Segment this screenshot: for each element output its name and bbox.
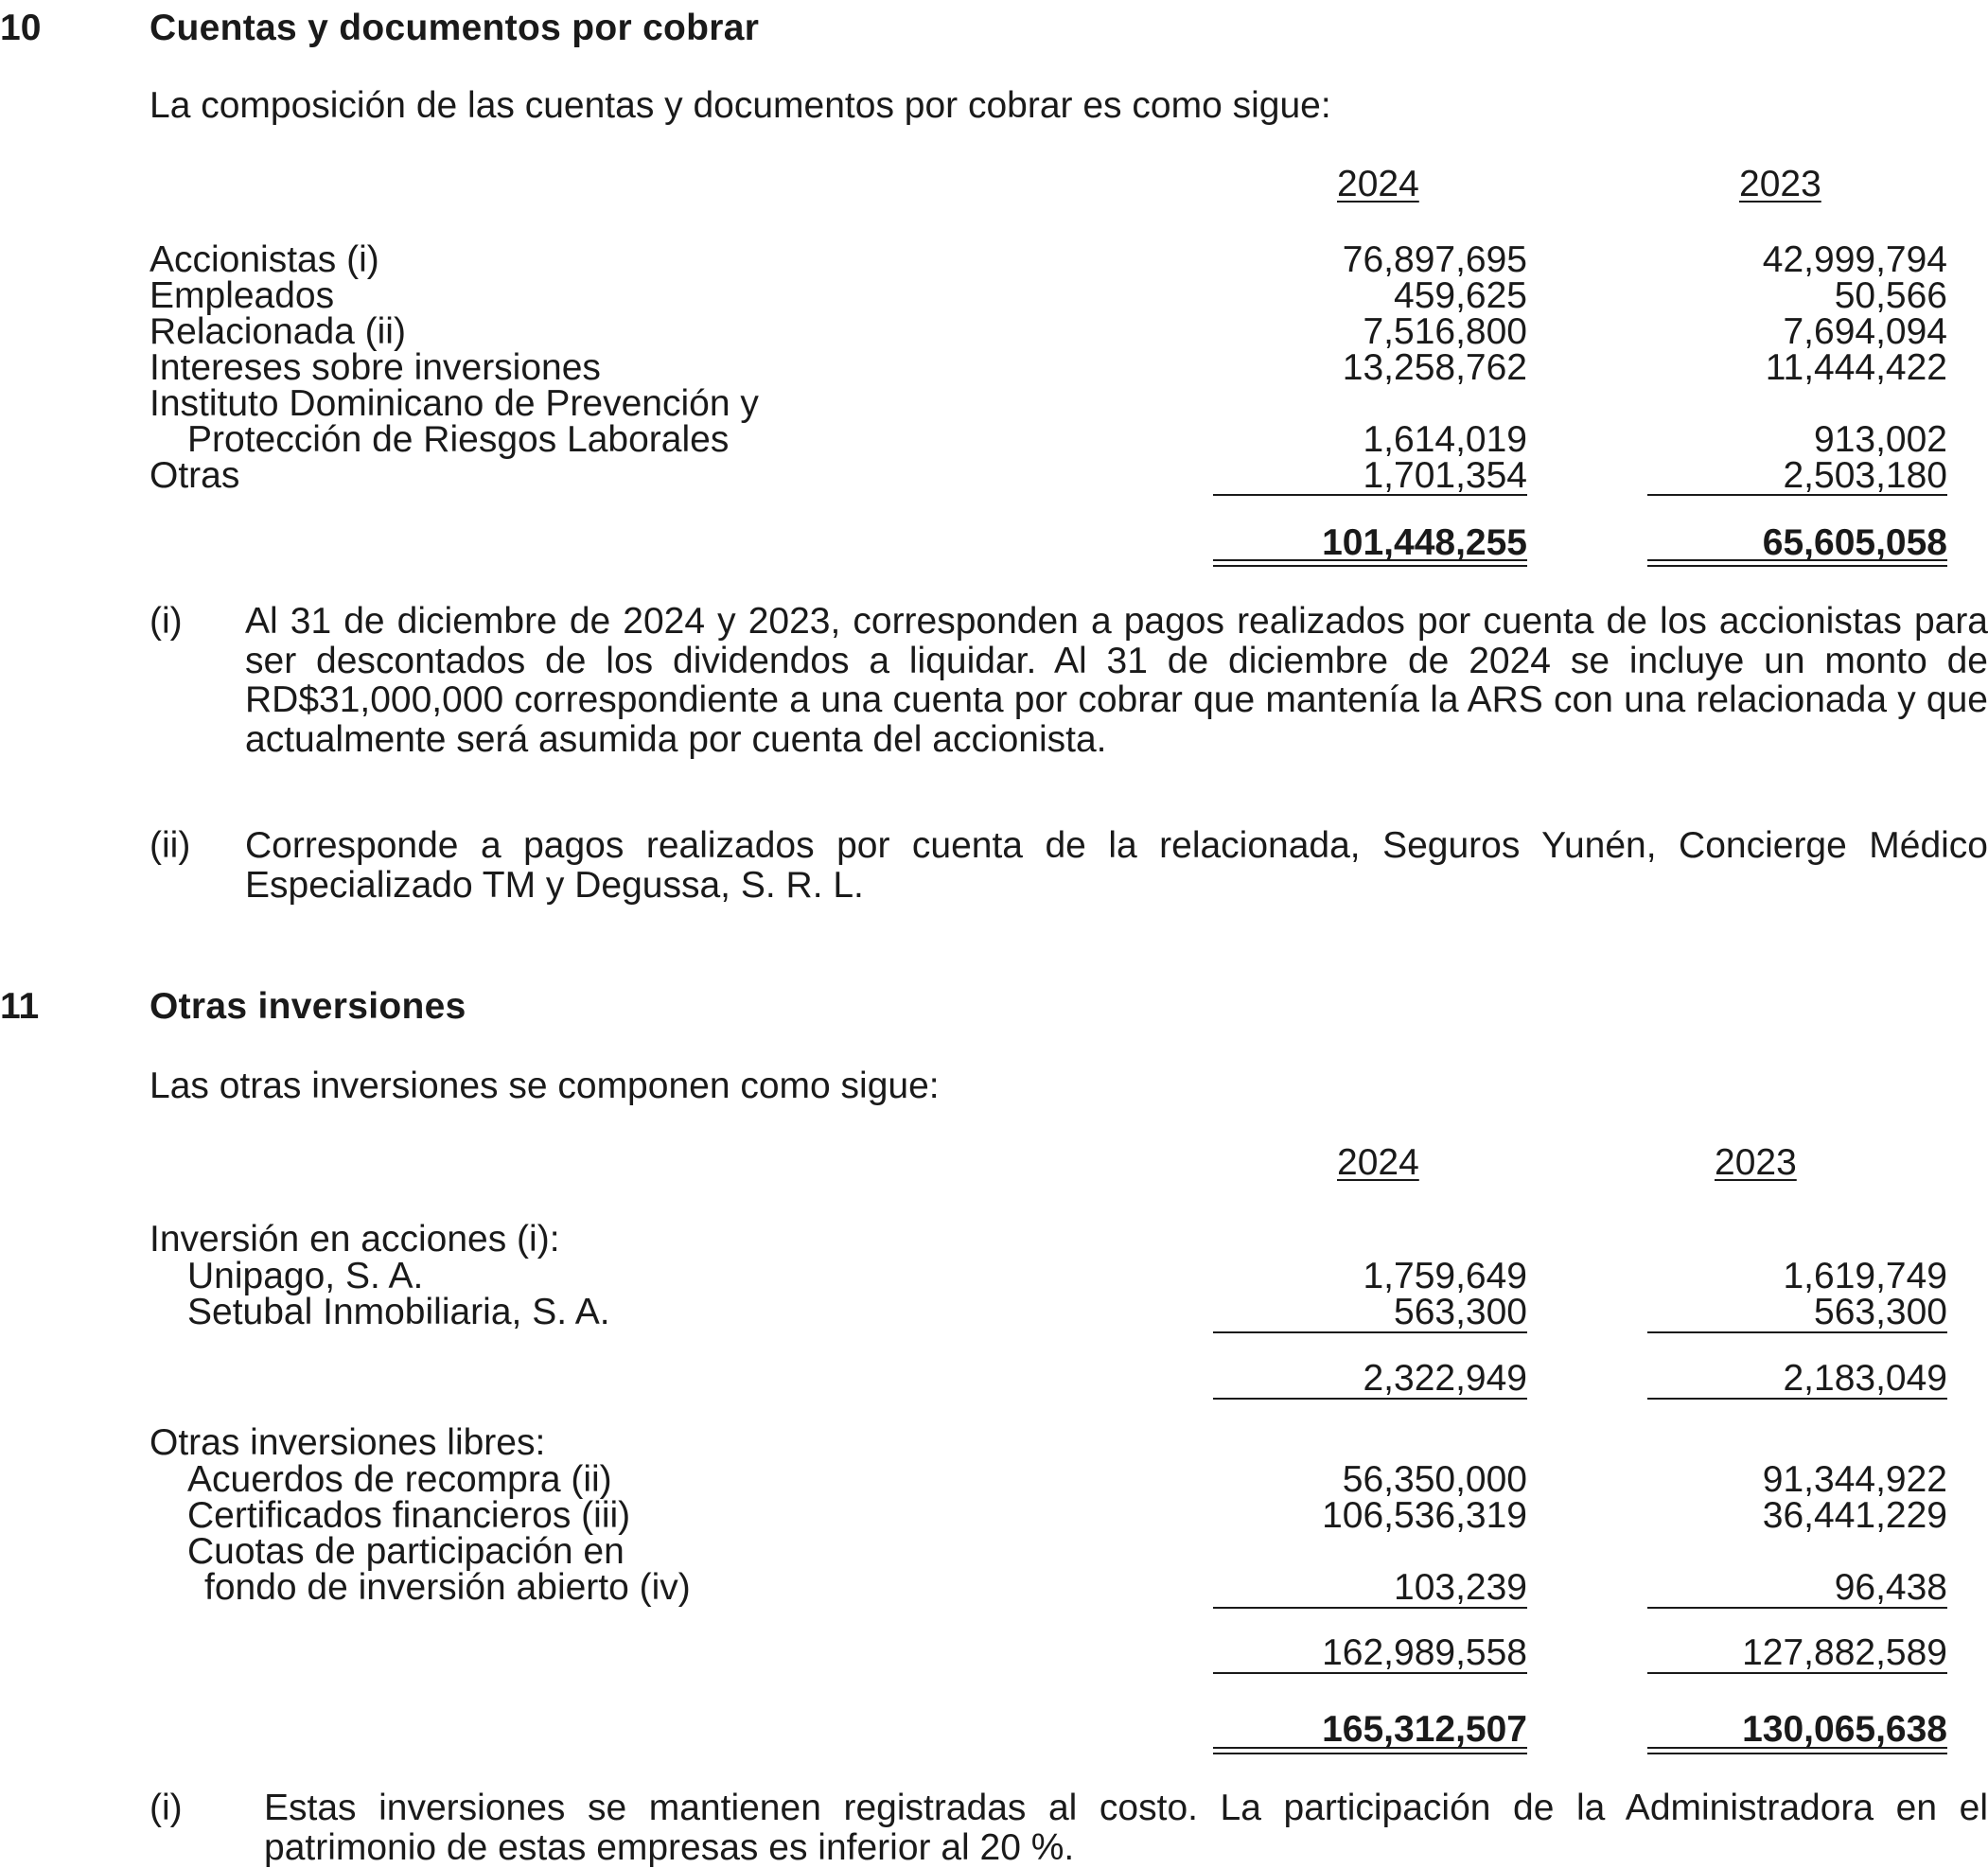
row-label: Relacionada (ii) xyxy=(150,311,406,352)
row-label: Setubal Inmobiliaria, S. A. xyxy=(187,1292,610,1332)
table-row xyxy=(0,1459,1988,1500)
table-row xyxy=(0,383,1988,424)
value-2024: 56,350,000 xyxy=(1342,1459,1527,1500)
value-2023: 1,619,749 xyxy=(1783,1256,1947,1296)
value-2024: 1,759,649 xyxy=(1363,1256,1527,1296)
value-2024: 563,300 xyxy=(1394,1292,1527,1332)
subtotal-rule xyxy=(1213,1672,1527,1674)
table-row xyxy=(0,1292,1988,1332)
subtotal-row xyxy=(0,1358,1988,1399)
table-row xyxy=(0,1531,1988,1572)
row-label: Acuerdos de recompra (ii) xyxy=(187,1459,612,1500)
subtotal-rule xyxy=(1647,1331,1947,1333)
footnote-text: Al 31 de diciembre de 2024 y 2023, corresponden a pagos realizados por cuenta de los accionistas para ser descontados de los dividendos a liquidar. Al 31 de diciembre de 2024 se incluye un monto de RD$31,000,000 correspondiente a una cuenta por cobrar que mantenía la ARS con una relacionada y que actualmente será asumida por cuenta del accionista. xyxy=(245,601,1988,760)
value-2023: 50,566 xyxy=(1834,275,1947,316)
value-2023: 42,999,794 xyxy=(1762,239,1947,280)
year-header-2024: 2024 xyxy=(1337,1142,1419,1183)
footnote xyxy=(150,826,1988,911)
row-label: Otras inversiones libres: xyxy=(150,1422,546,1463)
subtotal-2024: 2,322,949 xyxy=(1363,1358,1527,1399)
subtotal-rule xyxy=(1647,1607,1947,1609)
section-intro: Las otras inversiones se componen como sigue: xyxy=(150,1066,940,1106)
table-row xyxy=(0,455,1988,496)
value-2024: 1,701,354 xyxy=(1363,455,1527,496)
subtotal-row xyxy=(0,1632,1988,1673)
row-label: fondo de inversión abierto (iv) xyxy=(204,1567,691,1608)
value-2023: 36,441,229 xyxy=(1762,1495,1947,1536)
value-2023: 563,300 xyxy=(1814,1292,1947,1332)
footnote-marker: (i) xyxy=(150,601,183,642)
value-2023: 96,438 xyxy=(1834,1567,1947,1608)
row-label: Instituto Dominicano de Prevención y xyxy=(150,383,759,424)
footnote xyxy=(150,602,1988,801)
row-label: Empleados xyxy=(150,275,335,316)
year-header-2024: 2024 xyxy=(1337,164,1419,204)
value-2023: 7,694,094 xyxy=(1783,311,1947,352)
value-2023: 91,344,922 xyxy=(1762,1459,1947,1500)
table-row xyxy=(0,275,1988,316)
value-2024: 7,516,800 xyxy=(1363,311,1527,352)
group-heading xyxy=(0,1422,1988,1463)
row-label: Unipago, S. A. xyxy=(187,1256,424,1296)
row-label: Intereses sobre inversiones xyxy=(150,347,601,388)
table-row xyxy=(0,419,1988,460)
row-label: Certificados financieros (iii) xyxy=(187,1495,631,1536)
subtotal-rule xyxy=(1213,1331,1527,1333)
section-number: 10 xyxy=(0,8,42,48)
subtotal-rule xyxy=(1647,1672,1947,1674)
row-label: Accionistas (i) xyxy=(150,239,379,280)
total-2023: 65,605,058 xyxy=(1762,522,1947,563)
value-2024: 1,614,019 xyxy=(1363,419,1527,460)
table-row xyxy=(0,239,1988,280)
subtotal-rule xyxy=(1647,494,1947,496)
total-double-rule xyxy=(1213,559,1527,567)
subtotal-2023: 2,183,049 xyxy=(1783,1358,1947,1399)
section-intro: La composición de las cuentas y documentos por cobrar es como sigue: xyxy=(150,85,1331,126)
value-2023: 11,444,422 xyxy=(1765,347,1947,388)
subtotal-rule xyxy=(1213,1607,1527,1609)
footnote-text: Estas inversiones se mantienen registradas al costo. La participación de la Administradora en el patrimonio de estas empresas es inferior al 20 %. xyxy=(264,1788,1988,1868)
section-title: Cuentas y documentos por cobrar xyxy=(150,8,760,48)
value-2024: 103,239 xyxy=(1394,1567,1527,1608)
total-2023: 130,065,638 xyxy=(1742,1709,1947,1750)
total-double-rule xyxy=(1647,1747,1947,1754)
table-row xyxy=(0,1256,1988,1296)
subtotal-rule xyxy=(1213,1398,1527,1400)
footnote-marker: (ii) xyxy=(150,825,191,866)
total-2024: 101,448,255 xyxy=(1322,522,1527,563)
row-label: Otras xyxy=(150,455,240,496)
total-double-rule xyxy=(1213,1747,1527,1754)
section-title: Otras inversiones xyxy=(150,986,466,1027)
table-row xyxy=(0,311,1988,352)
total-row xyxy=(0,522,1988,563)
year-header-2023: 2023 xyxy=(1715,1142,1797,1183)
footnote xyxy=(150,1789,1988,1867)
value-2024: 459,625 xyxy=(1394,275,1527,316)
table-row xyxy=(0,1495,1988,1536)
row-label: Inversión en acciones (i): xyxy=(150,1219,560,1260)
subtotal-2024: 162,989,558 xyxy=(1322,1632,1527,1673)
total-2024: 165,312,507 xyxy=(1322,1709,1527,1750)
row-label: Cuotas de participación en xyxy=(187,1531,625,1572)
subtotal-rule xyxy=(1213,494,1527,496)
value-2024: 76,897,695 xyxy=(1342,239,1527,280)
year-header-2023: 2023 xyxy=(1739,164,1821,204)
value-2024: 13,258,762 xyxy=(1342,347,1527,388)
table-row xyxy=(0,1567,1988,1608)
total-row xyxy=(0,1709,1988,1750)
section-number: 11 xyxy=(0,986,40,1027)
group-heading xyxy=(0,1219,1988,1260)
footnote-text: Corresponde a pagos realizados por cuenta de la relacionada, Seguros Yunén, Concierge Médico Especializado TM y Degussa, S. R. L. xyxy=(245,825,1988,906)
value-2023: 2,503,180 xyxy=(1783,455,1947,496)
value-2024: 106,536,319 xyxy=(1322,1495,1527,1536)
footnote-marker: (i) xyxy=(150,1788,183,1828)
table-row xyxy=(0,347,1988,388)
subtotal-rule xyxy=(1647,1398,1947,1400)
total-double-rule xyxy=(1647,559,1947,567)
value-2023: 913,002 xyxy=(1814,419,1947,460)
subtotal-2023: 127,882,589 xyxy=(1742,1632,1947,1673)
row-label: Protección de Riesgos Laborales xyxy=(187,419,730,460)
